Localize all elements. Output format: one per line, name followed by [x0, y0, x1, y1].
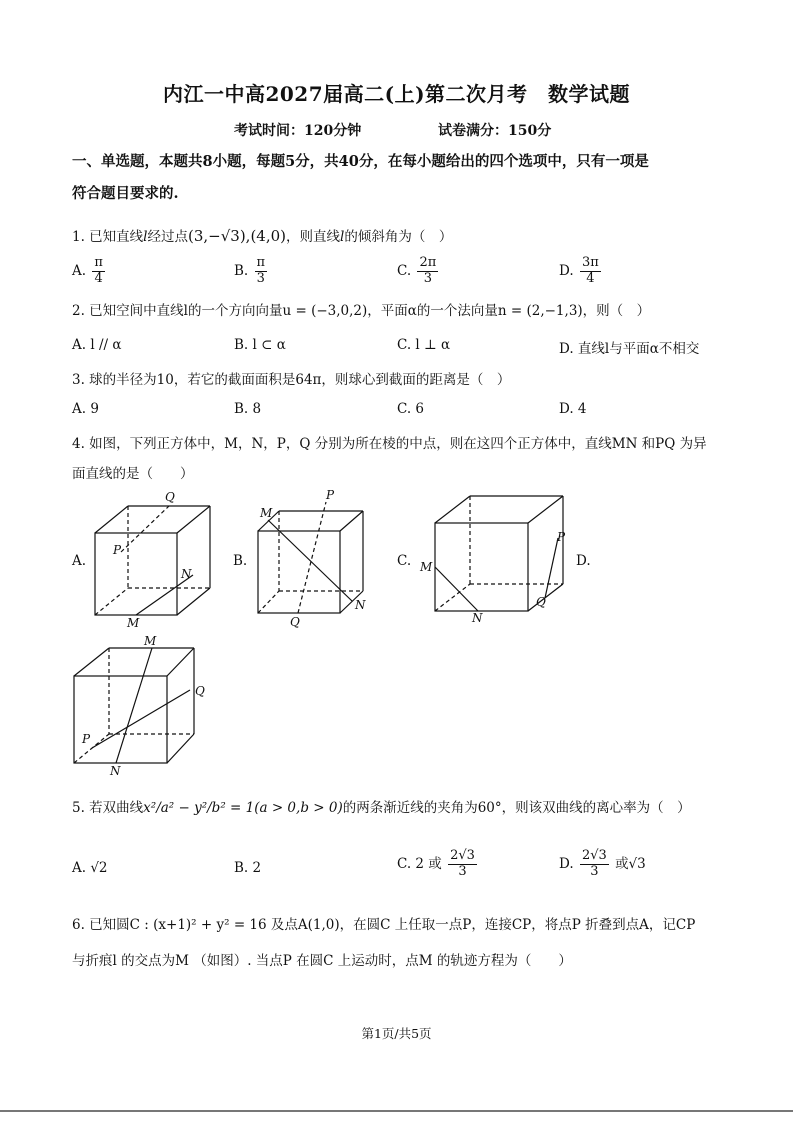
q4-option-b[interactable]: B.: [233, 553, 248, 569]
cube-figure-a: [85, 488, 225, 628]
q1-option-c[interactable]: C. $\frac{2\pi}{3}$: [397, 255, 437, 286]
label-n: N: [472, 611, 483, 625]
q1-option-b[interactable]: B. $\frac{\pi}{3}$: [234, 255, 266, 286]
cube-figure-b: [248, 488, 378, 630]
page-number: 第1页/共5页: [361, 1026, 432, 1041]
label-n: N: [355, 598, 366, 612]
q1-option-d[interactable]: D. $\frac{3\pi}{4}$: [559, 255, 599, 286]
q4-option-d[interactable]: D.: [576, 553, 591, 569]
label-m: M: [127, 616, 140, 628]
label-m: M: [144, 634, 157, 648]
question-1: 1. 已知直线l经过点(3,−√3),(4,0)，则直线l的倾斜角为（ ）: [72, 227, 453, 245]
q3-option-d[interactable]: D. 4: [559, 401, 587, 417]
label-q: Q: [165, 490, 175, 504]
label-q: Q: [536, 595, 546, 609]
q5-option-d[interactable]: D. $\frac{2√3}{3}$ 或√3: [559, 848, 646, 879]
q3-option-a[interactable]: A. 9: [72, 401, 99, 417]
label-p: P: [113, 543, 122, 557]
q2-option-b[interactable]: B. l ⊂ α: [234, 337, 286, 353]
q5-option-b[interactable]: B. 2: [234, 860, 262, 876]
label-n: N: [110, 764, 121, 778]
exam-time: 考试时间：120分钟: [234, 123, 362, 139]
question-4: 4. 如图，下列正方体中，M，N，P，Q 分别为所在棱的中点，则在这四个正方体中，直线MN 和PQ 为异: [72, 436, 707, 452]
label-p: P: [557, 530, 566, 544]
q3-option-b[interactable]: B. 8: [234, 401, 262, 417]
question-5: 5. 若双曲线x²/a² − y²/b² = 1(a > 0,b > 0)的两条渐近线的夹角为60°，则该双曲线的离心率为（ ）: [72, 800, 691, 816]
question-3: 3. 球的半径为10，若它的截面面积是64π，则球心到截面的距离是（ ）: [72, 372, 511, 388]
label-q: Q: [195, 684, 205, 698]
question-6: 6. 已知圆C : (x+1)² + y² = 16 及点A(1,0)，在圆C 上任取一点P，连接CP，将点P 折叠到点A，记CP: [72, 917, 696, 933]
label-n: N: [181, 567, 192, 581]
q2-option-c[interactable]: C. l ⊥ α: [397, 337, 451, 353]
label-p: P: [326, 488, 335, 502]
q2-option-a[interactable]: A. l // α: [72, 337, 122, 353]
q4-option-a[interactable]: A.: [72, 553, 87, 569]
question-2: 2. 已知空间中直线l的一个方向向量u = (−3,0,2)，平面α的一个法向量n = (2,−1,3)，则（ ）: [72, 303, 651, 319]
page-title: 内江一中高2027届高二(上)第二次月考 数学试题: [162, 82, 631, 106]
label-p: P: [82, 732, 91, 746]
question-6-cont: 与折痕l 的交点为M （如图）. 当点P 在圆C 上运动时，点M 的轨迹方程为（ ）: [72, 953, 572, 969]
page-divider: [0, 1110, 793, 1112]
label-m: M: [260, 506, 273, 520]
section-heading: 一、单选题，本题共8小题，每题5分，共40分，在每小题给出的四个选项中，只有一项是: [72, 153, 649, 170]
label-q: Q: [290, 615, 300, 629]
exam-score: 试卷满分：150分: [438, 123, 552, 139]
q3-option-c[interactable]: C. 6: [397, 401, 425, 417]
q4-option-c[interactable]: C.: [397, 553, 412, 569]
label-m: M: [420, 560, 433, 574]
q5-option-c[interactable]: C. 2 或 $\frac{2√3}{3}$: [397, 848, 475, 879]
q1-option-a[interactable]: A. $\frac{\pi}{4}$: [72, 255, 103, 286]
cube-figure-d: [66, 628, 216, 778]
q5-option-a[interactable]: A. √2: [72, 860, 108, 876]
section-heading-cont: 符合题目要求的.: [72, 185, 179, 202]
q2-option-d[interactable]: D. 直线l与平面α不相交: [559, 341, 700, 357]
cube-figure-c: [410, 488, 575, 628]
question-4-cont: 面直线的是（ ）: [72, 466, 194, 482]
